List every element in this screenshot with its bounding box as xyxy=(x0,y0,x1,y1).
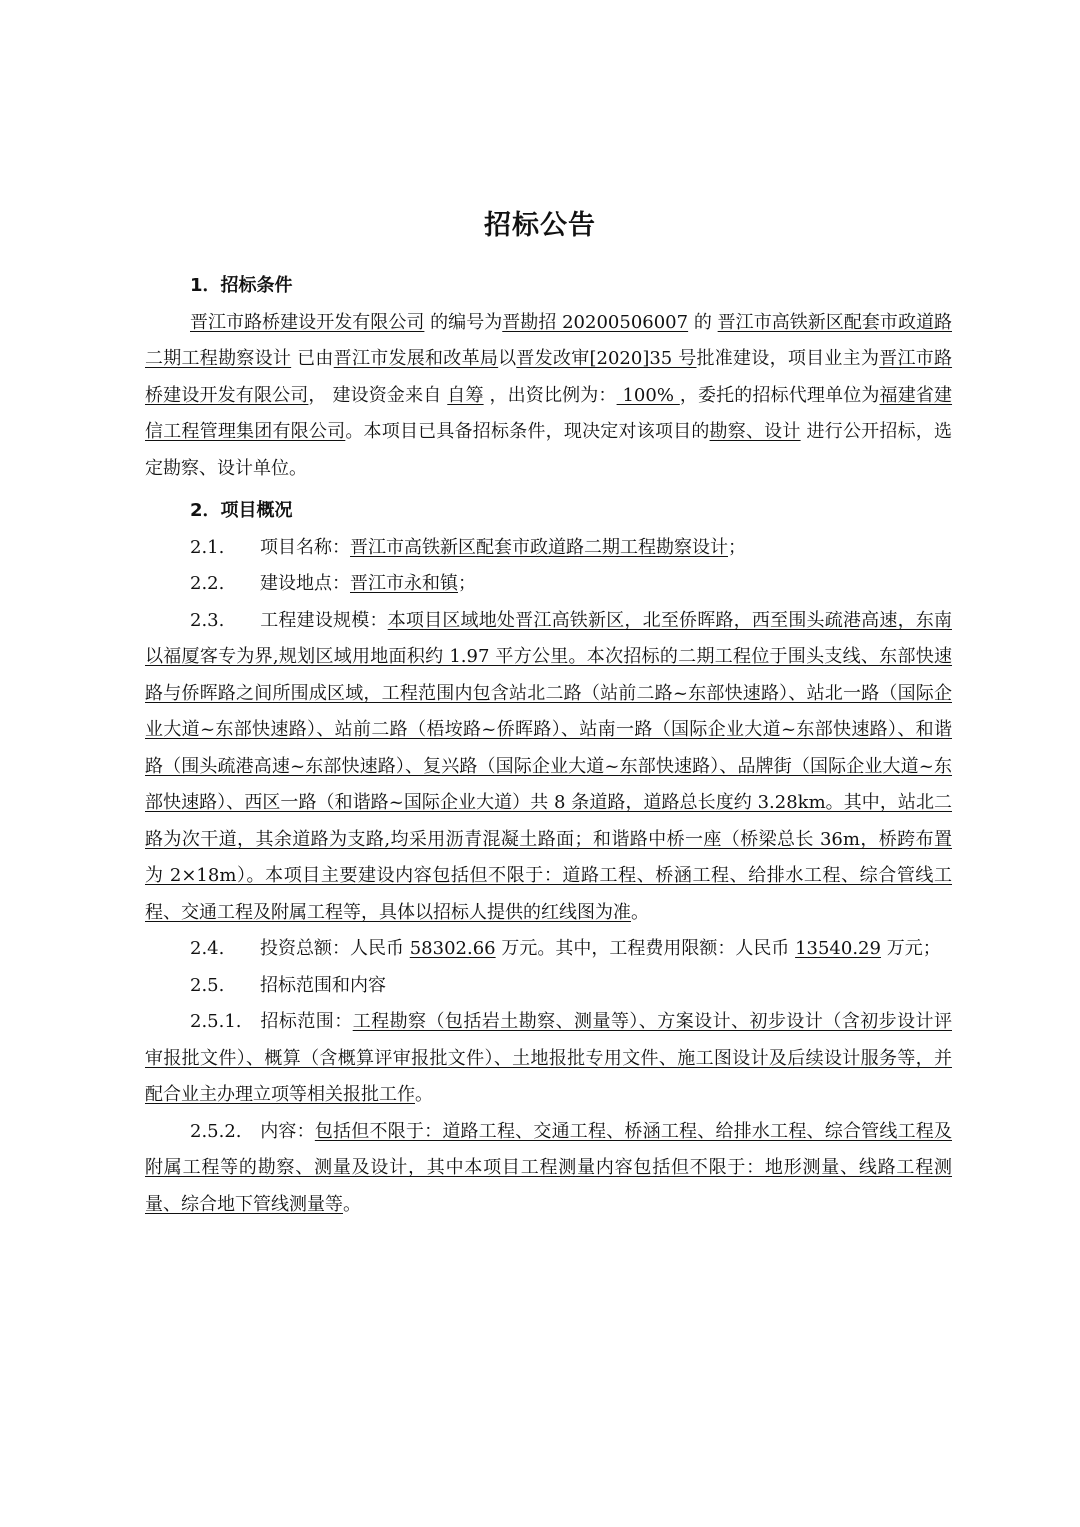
text-run: 工程建设规模： xyxy=(260,609,388,631)
section-item xyxy=(145,1004,952,1114)
page-title: 招标公告 xyxy=(484,210,596,241)
underlined-text: 勘察、设计 xyxy=(709,421,801,442)
text-run: ； xyxy=(458,573,476,594)
underlined-text: 福建省建信工程管理集团有限公司 xyxy=(145,384,953,442)
text-run: 进行公开招标，选定勘察、设计单位。 xyxy=(145,421,953,479)
text-run: ， 建设资金来自 xyxy=(308,384,448,406)
item-number: 2.5.1. xyxy=(190,1011,242,1032)
text-run: 万元； xyxy=(880,938,941,959)
item-number: 2.4. xyxy=(190,938,225,959)
item-number: 2.1. xyxy=(190,536,225,558)
text-run: ，出资比例为： xyxy=(483,384,617,406)
text-run: ，委托的招标代理单位为 xyxy=(679,384,880,406)
text-run: 项目名称： xyxy=(260,536,350,558)
item-number: 2.3. xyxy=(190,609,225,631)
underlined-text: 晋江市发展和改革局 xyxy=(333,348,499,369)
section-item xyxy=(145,1114,952,1224)
text-run: 万元。其中，工程费用限额：人民币 xyxy=(495,938,796,959)
underlined-text: 100% xyxy=(616,384,680,406)
section-1-heading: 1．招标条件 xyxy=(190,275,293,296)
text-run: 内容： xyxy=(260,1120,315,1142)
item-number: 2.5. xyxy=(190,974,225,996)
text-run: 的编号为 xyxy=(424,311,503,333)
text-run: 的 xyxy=(688,311,718,333)
text-run: 建设地点： xyxy=(260,573,350,594)
text-run: ； xyxy=(728,536,746,558)
section-item xyxy=(145,931,952,968)
text-run: 。 xyxy=(343,1193,361,1215)
section-2-heading: 2．项目概况 xyxy=(190,500,293,521)
underlined-text: 晋江市路桥建设开发有限公司 xyxy=(145,348,953,406)
text-run: 已由 xyxy=(291,348,334,369)
text-run: 。 xyxy=(631,901,649,923)
document-body xyxy=(145,268,952,1223)
underlined-text: 13540.29 xyxy=(795,938,881,959)
section-item xyxy=(145,566,952,603)
section-item xyxy=(145,530,952,567)
section-item xyxy=(145,603,952,932)
text-run: 。 xyxy=(415,1084,433,1105)
underlined-text: 晋发改审[2020]35 号 xyxy=(516,348,697,369)
item-number: 2.2. xyxy=(190,573,225,594)
underlined-text: 晋江市高铁新区配套市政道路二期工程勘察设计 xyxy=(145,311,952,369)
section-2-items xyxy=(145,530,952,1224)
underlined-text: 自筹 xyxy=(447,384,484,406)
text-run: 招标范围和内容 xyxy=(260,974,386,996)
underlined-text: 包括但不限于：道路工程、交通工程、桥涵工程、给排水工程、综合管线工程及附属工程等的勘察、测量及设计，其中本项目工程测量内容包括但不限于：地形测量、线路工程测量、综合地下管线测量等 xyxy=(145,1120,952,1215)
section-item xyxy=(145,968,952,1005)
section-1-paragraph xyxy=(145,305,952,488)
text-run: 批准建设，项目业主为 xyxy=(696,348,880,369)
text-run: 投资总额：人民币 xyxy=(260,938,410,959)
underlined-text: 晋江市永和镇 xyxy=(350,573,458,594)
underlined-text: 工程勘察（包括岩土勘察、测量等）、方案设计、初步设计（含初步设计评审报批文件）、概算（含概算评审报批文件）、土地报批专用文件、施工图设计及后续设计服务等，并配合业主办理立项等相关报批工作 xyxy=(145,1011,952,1105)
underlined-text: 晋江市高铁新区配套市政道路二期工程勘察设计 xyxy=(350,536,728,558)
underlined-text: 晋勘招 20200506007 xyxy=(502,311,689,333)
text-run: 招标范围： xyxy=(260,1011,353,1032)
item-number: 2.5.2. xyxy=(190,1120,242,1142)
text-run: 。本项目已具备招标条件，现决定对该项目的 xyxy=(345,421,710,442)
underlined-text: 晋江市路桥建设开发有限公司 xyxy=(190,311,425,333)
text-run: 以 xyxy=(498,348,517,369)
underlined-text: 58302.66 xyxy=(409,938,496,959)
underlined-text: 本项目区域地处晋江高铁新区，北至侨晖路，西至围头疏港高速，东南以福厦客专为界,规划区域用地面积约 1.97 平方公里。本次招标的二期工程位于围头支线、东部快速路与侨晖路之间所围成区域，工程范围内包含站北二路（站前二路~东部快速路）、站北一路（国际企业大道~东部快速路）、站前二路（梧垵路~侨晖路）、站南一路（国际企业大道~东部快速路）、和谐路（围头疏港高速~东部快速路）、复兴路（国际企业大道~东部快速路）、品牌街（国际企业大道~东部快速路）、西区一路（和谐路~国际企业大道）共 8 条道路，道路总长度约 3.28km。其中，站北二路为次干道，其余道路为支路,均采用沥青混凝土路面；和谐路中桥一座（桥梁总长 36m，桥跨布置为 2×18m）。本项目主要建设内容包括但不限于：道路工程、桥涵工程、给排水工程、综合管线工程、交通工程及附属工程等，具体以招标人提供的红线图为准 xyxy=(145,609,952,923)
